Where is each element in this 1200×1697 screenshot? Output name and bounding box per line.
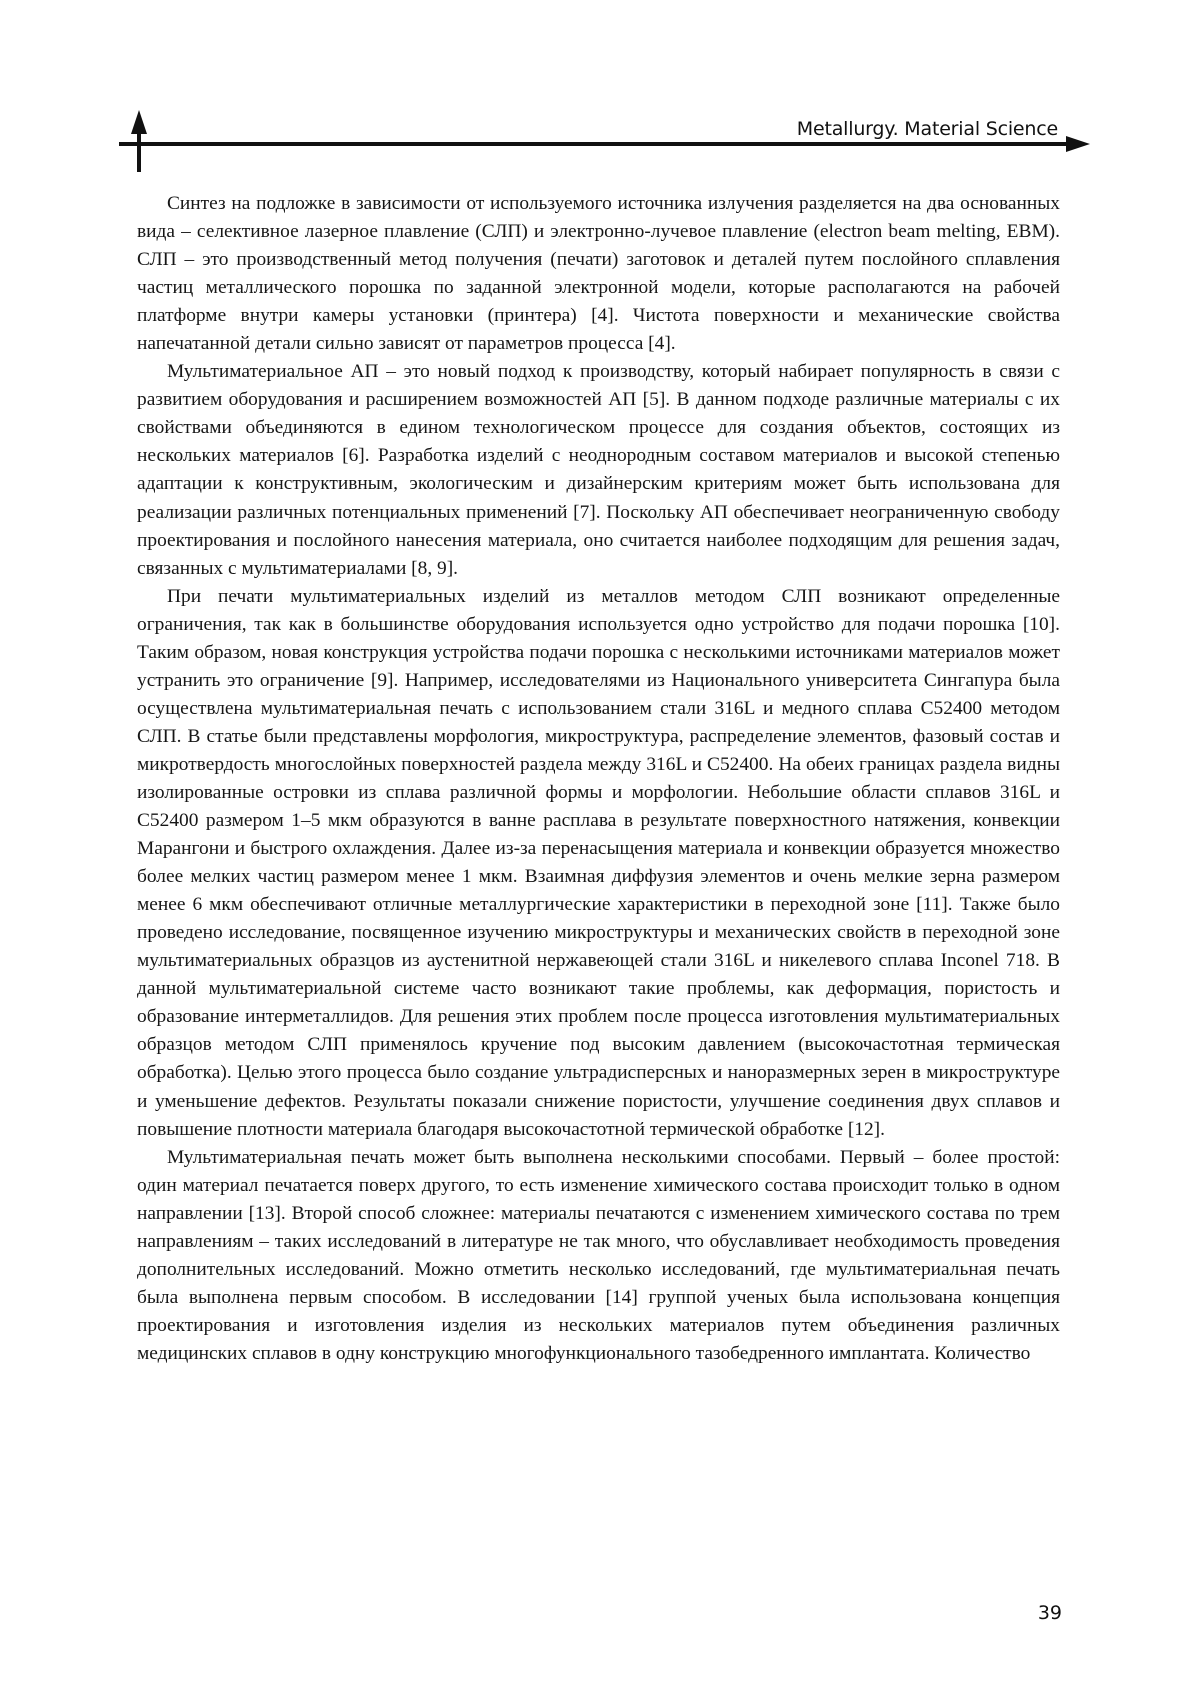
up-arrow-icon <box>131 110 147 134</box>
paragraph-multimaterial-am: Мультиматериальное АП – это новый подход к производству, который набирает популярность в связи с развитием оборудования и расширением возможностей АП [5]. В данном подходе различные материалы с их свойствами объединяются в едином технологическом процессе для создания объектов, состоящих из нескольких материалов [6]. Разработка изделий с неоднородным составом материалов и высокой степенью адаптации к конструктивным, экологическим и дизайнерским критериям может быть использована для реализации различных потенциальных применений [7]. Поскольку АП обеспечивает неограниченную свободу проектирования и послойного нанесения материала, оно считается наиболее подходящим для решения задач, связанных с мультиматериалами [8, 9]. <box>137 358 1060 582</box>
page-number: 39 <box>1038 1602 1062 1624</box>
paragraph-printing-methods: Мультиматериальная печать может быть выполнена несколькими способами. Первый – более простой: один материал печатается поверх другого, то есть изменение химического состава происходит только в одном направлении [13]. Второй способ сложнее: материалы печатаются с изменением химического состава по трем направлениям – таких исследований в литературе не так много, что обуславливает необходимость проведения дополнительных исследований. Можно отметить несколько исследований, где мультиматериальная печать была выполнена первым способом. В исследовании [14] группой ученых была использована концепция проектирования и изготовления изделия из нескольких материалов путем объединения различных медицинских сплавов в одну конструкцию многофункционального тазобедренного имплантата. Количество <box>137 1144 1060 1368</box>
right-arrow-icon <box>1066 136 1090 152</box>
paragraph-slm-limitations: При печати мультиматериальных изделий из металлов методом СЛП возникают определенные ограничения, так как в большинстве оборудования используется одно устройство для подачи порошка [10]. Таким образом, новая конструкция устройства подачи порошка с несколькими источниками материалов может устранить это ограничение [9]. Например, исследователями из Национального университета Сингапура была осуществлена мультиматериальная печать с использованием стали 316L и медного сплава C52400 методом СЛП. В статье были представлены морфология, микроструктура, распределение элементов, фазовый состав и микротвердость многослойных поверхностей раздела между 316L и C52400. На обеих границах раздела видны изолированные островки из сплава различной формы и морфологии. Небольшие области сплавов 316L и C52400 размером 1–5 мкм образуются в ванне расплава в результате поверхностного натяжения, конвекции Марангони и быстрого охлаждения. Далее из-за перенасыщения материала и конвекции образуется множество более мелких частиц размером менее 1 мкм. Взаимная диффузия элементов и очень мелкие зерна размером менее 6 мкм обеспечивают отличные металлургические характеристики в переходной зоне [11]. Также было проведено исследование, посвященное изучению микроструктуры и механических свойств в переходной зоне мультиматериальных образцов из аустенитной нержавеющей стали 316L и никелевого сплава Inconel 718. В данной мультиматериальной системе часто возникают такие проблемы, как деформация, пористость и образование интерметаллидов. Для решения этих проблем после процесса изготовления мультиматериальных образцов методом СЛП применялось кручение под высоким давлением (высокочастотная термическая обработка). Целью этого процесса было создание ультрадисперсных и наноразмерных зерен в микроструктуре и уменьшение дефектов. Результаты показали снижение пористости, улучшение соединения двух сплавов и повышение плотности материала благодаря высокочастотной термической обработке [12]. <box>137 583 1060 1144</box>
header-axis-rule <box>0 0 1200 180</box>
running-header <box>0 0 1200 180</box>
paragraph-slm-synthesis: Синтез на подложке в зависимости от используемого источника излучения разделяется на два основанных вида – селективное лазерное плавление (СЛП) и электронно-лучевое плавление (electron beam melting, EBM). СЛП – это производственный метод получения (печати) заготовок и деталей путем послойного сплавления частиц металлического порошка по заданной электронной модели, которые располагаются на рабочей платформе внутри камеры установки (принтера) [4]. Чистота поверхности и механические свойства напечатанной детали сильно зависят от параметров процесса [4]. <box>137 190 1060 358</box>
journal-section-title: Metallurgy. Material Science <box>760 118 1058 140</box>
article-body <box>137 190 1060 1368</box>
